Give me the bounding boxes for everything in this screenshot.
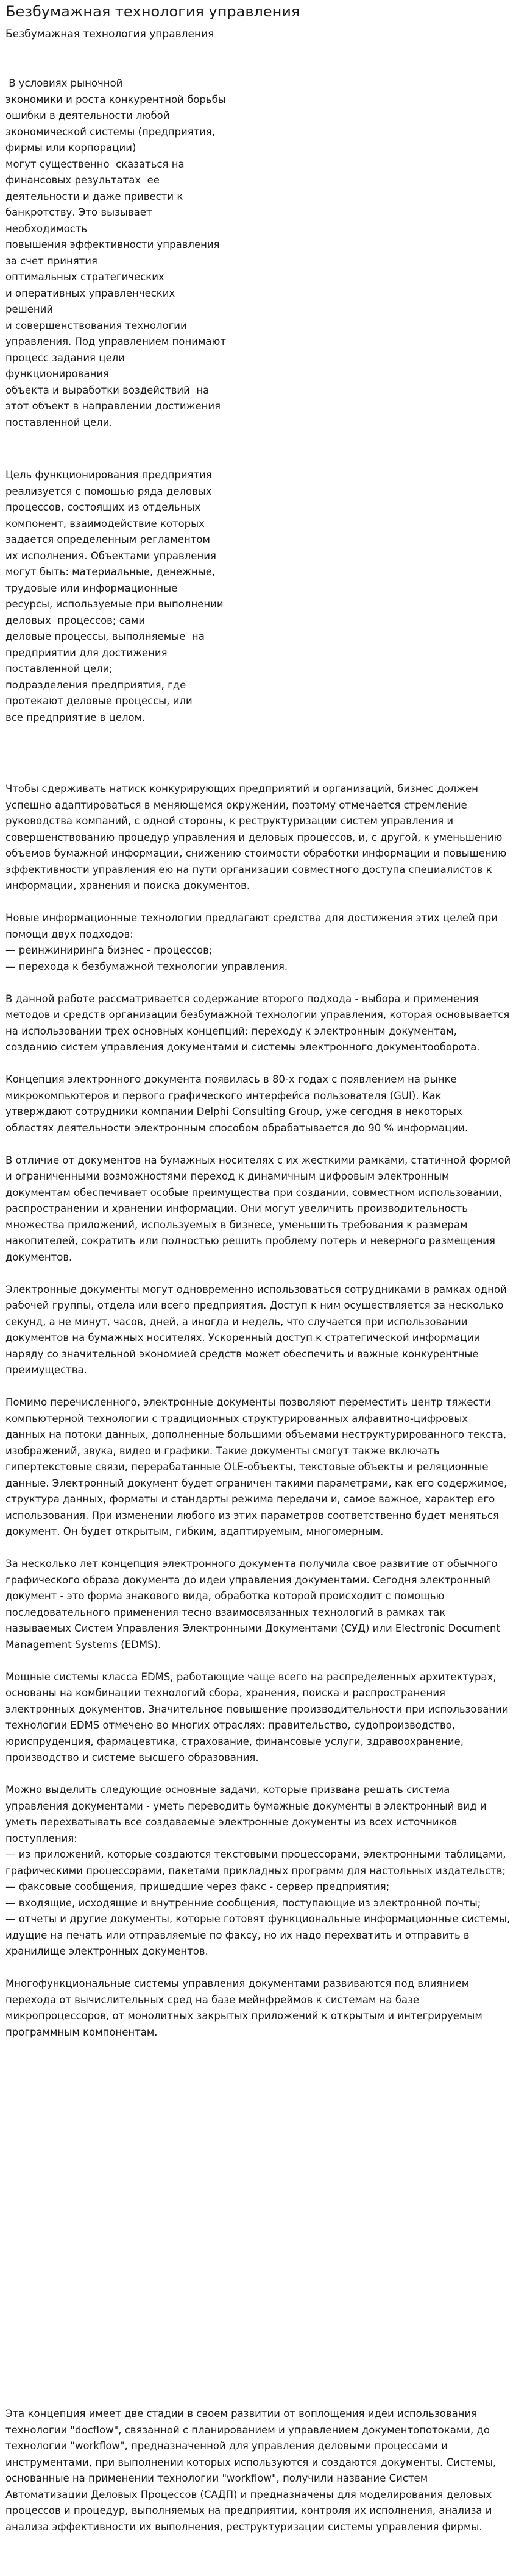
text-line: реализуется с помощью ряда деловых [5, 485, 212, 497]
article-body [5, 781, 511, 2057]
text-line: ошибки в деятельности любой [5, 110, 170, 121]
text-line: компонент, взаимодействие которых [5, 517, 205, 529]
text-line: процессов, состоящих из отдельных [5, 501, 201, 513]
closing-paragraph [5, 2406, 511, 2535]
text-line: экономической системы (предприятия, [5, 126, 216, 138]
text-line: могут существенно сказаться на [5, 158, 185, 170]
text-line: решений [5, 303, 54, 315]
text-line: оптимальных стратегических [5, 271, 164, 283]
article-paragraph: Электронные документы могут одновременно использоваться сотрудниками в рамках одной рабочей группы, отдела или всего предприятия. Доступ к ним осуществляется за несколько секунд, а не минут, часов, дней, а иногда и недель, что случается при использовании документов на бумажных носителях. Ускоренный доступ к стратегической информации наряду со значительной экономией средств может обеспечить и важные конкурентные преимущества. [5, 1283, 507, 1376]
article-paragraph: Новые информационные технологии предлагают средства для достижения этих целей при помощи двух подходов: — реинжиниринга бизнес - процессов; — перехода к безбумажной технологии управления. [5, 912, 498, 972]
text-line: этот объект в направлении достижения [5, 400, 221, 412]
article-paragraph: Чтобы сдерживать натиск конкурирующих предприятий и организаций, бизнес должен успешно адаптироваться в меняющемся окружении, поэтому отмечается стремление руководства компаний, с одной стороны, к реструктуризации систем управления и совершенствованию процедур управления и деловых процессов, и, с другой, к уменьшению объемов бумажной информации, снижению стоимости обработки информации и повышению эффективности управления ею на пути организации совместного доступа специалистов к информации, хранения и поиска документов. [5, 783, 507, 891]
text-line: объекта и выработки воздействий на [5, 384, 210, 396]
article-paragraph: В данной работе рассматривается содержание второго подхода - выбора и применения методов и средств организации безбумажной технологии управления, которая основывается на использовании трех основных концепций: переходу к электронным документам, созданию систем управления документами и системы электронного документооборота. [5, 993, 510, 1053]
text-line: повышения эффективности управления [5, 239, 220, 250]
text-line: управления. Под управлением понимают [5, 336, 227, 347]
text-line: задается определенным регламентом [5, 534, 210, 545]
text-line: функционирования [5, 368, 110, 380]
text-line: необходимость [5, 222, 88, 235]
article-paragraph: Можно выделить следующие основные задачи, которые призвана решать система управления документами - уметь переводить бумажные документы в электронный вид и уметь перехватывать все создаваемые электронные документы из всех источников поступления: — из приложений, которые создаются текстовыми процессорами, электронными таблицами, графическими процессорами, пакетами прикладных программ для настольных издательств; — факсовые сообщения, пришедшие через факс - сервер предприятия; — входящие, исходящие и внутренние сообщения, поступающие из электронной почты; — отчеты и другие документы, которые готовят функциональные информационные системы, идущие на печать или отправляемые по факсу, но их надо перехватить и отправить в хранилище электронных документов. [5, 1784, 511, 1957]
text-line: Цель функционирования предприятия [5, 469, 212, 481]
intro-paragraph [5, 76, 226, 431]
text-line: за счет принятия [5, 255, 97, 267]
article-paragraph: Мощные системы класса EDMS, работающие чаще всего на распределенных архитектурах, основаны на комбинации технологий сбора, хранения, поиска и распространения электронных документов. Значительное повышение производительности при использовании технологии EDMS отмечено во многих отраслях: правительство, судопроизводство, юриспруденция, фармацевтика, страхование, финансовые услуги, здравоохранение, производство и системе высшего образования. [5, 1671, 509, 1763]
article-paragraph: За несколько лет концепция электронного документа получила свое развитие от обычного графического образа документа до идеи управления документами. Сегодня электронный документ - это форма знакового вида, обработка которой происходит с помощью последовательного применения тесно взаимосвязанных технологий в рамках так называемых Систем Управления Электронными Документами (СУД) или Electronic Document Management Systems (EDMS). [5, 1558, 500, 1651]
text-line: все предприятие в целом. [5, 711, 146, 723]
text-line: подразделения предприятия, где [5, 679, 186, 691]
page-title: Безбумажная технология управления [5, 3, 300, 20]
text-line: могут быть: материальные, денежные, [5, 566, 216, 578]
text-line: протекают деловые процессы, или [5, 695, 193, 707]
text-line: фирмы или корпорации) [5, 142, 136, 154]
article-paragraph: Концепция электронного документа появилась в 80-х годах с появлением на рынке микрокомпьютеров и первого графического интерфейса пользователя (GUI). Как утверждают сотрудники компании Delphi Consulting Group, уже сегодня в некоторых областях деятельности электронным способом обрабатывается до 90 % информации. [5, 1074, 468, 1134]
text-line: процесс задания цели [5, 352, 125, 364]
article-paragraph: Многофункциональные системы управления документами развиваются под влиянием перехода от вычислительных сред на базе мейнфреймов к системам на базе микропроцессоров, от монолитных закрытых приложений к открытым и интегрируемым программным компонентам. [5, 1978, 482, 2038]
text-line: трудовые или информационные [5, 582, 178, 594]
text-line: и совершенствования технологии [5, 319, 187, 331]
text-line: поставленной цели; [5, 663, 113, 674]
text-line: экономики и роста конкурентной борьбы [5, 93, 226, 105]
article-paragraph: Помимо перечисленного, электронные документы позволяют переместить центр тяжести компьютерной технологии с традиционных структурированных алфавитно-цифровых данных на потоки данных, дополненные большими объемами неструктурированного текста, изображений, звука, видео и графики. Такие документы смогут также включать гипертекстовые связи, перерабатанные OLE-объекты, текстовые объекты и реляционные данные. Электронный документ будет ограничен такими параметрами, как его содержимое, структура данных, форматы и стандарты режима передачи и, самое важное, характер его использования. При изменении любого из этих параметров соответственно будет меняться документ. Он будет открытым, гибким, адаптируемым, многомерным. [5, 1396, 507, 1537]
text-line: деятельности и даже привести к [5, 190, 183, 202]
article-paragraph: Эта концепция имеет две стадии в своем развитии от воплощения идеи использования технологии "docflow", связанной с планированием и управлением документопотоками, до технологии "workflow", предназначенной для управления деловыми процессами и инструментами, при выполнении которых используются и создаются документы. Системы, основанные на применении технологии "workflow", получили название Систем Автоматизации Деловых Процессов (САДП) и предназначены для моделирования деловых процессов и процедур, выполняемых на предприятии, контроля их исполнения, анализа и анализа эффективности их выполнения, реструктуризации системы управления фирмы. [5, 2408, 497, 2533]
text-line: их исполнения. Объектами управления [5, 550, 216, 562]
text-line: поставленной цели. [5, 416, 113, 428]
text-line: финансовых результатах ее [5, 174, 160, 186]
page-subtitle: Безбумажная технология управления [5, 28, 214, 40]
goal-paragraph [5, 467, 224, 726]
article-paragraph: В отличие от документов на бумажных носителях с их жесткими рамками, статичной формой и ограниченными возможностями переход к динамичным цифровым электронным документам обеспечивает особые преимущества при создании, совместном использовании, распространении и хранении информации. Они могут увеличить производительность множества приложений, используемых в бизнесе, уменьшить требования к размерам накопителей, сократить или полностью решить проблему потерь и неверного размещения документов. [5, 1154, 511, 1263]
text-line: деловые процессы, выполняемые на [5, 631, 205, 642]
text-line: и оперативных управленческих [5, 287, 175, 299]
text-line: ресурсы, используемые при выполнении [5, 598, 224, 610]
text-line: деловых процессов; сами [5, 614, 146, 626]
text-line: предприятии для достижения [5, 646, 168, 659]
text-line: В условиях рыночной [5, 77, 123, 89]
text-line: банкротству. Это вызывает [5, 207, 152, 218]
